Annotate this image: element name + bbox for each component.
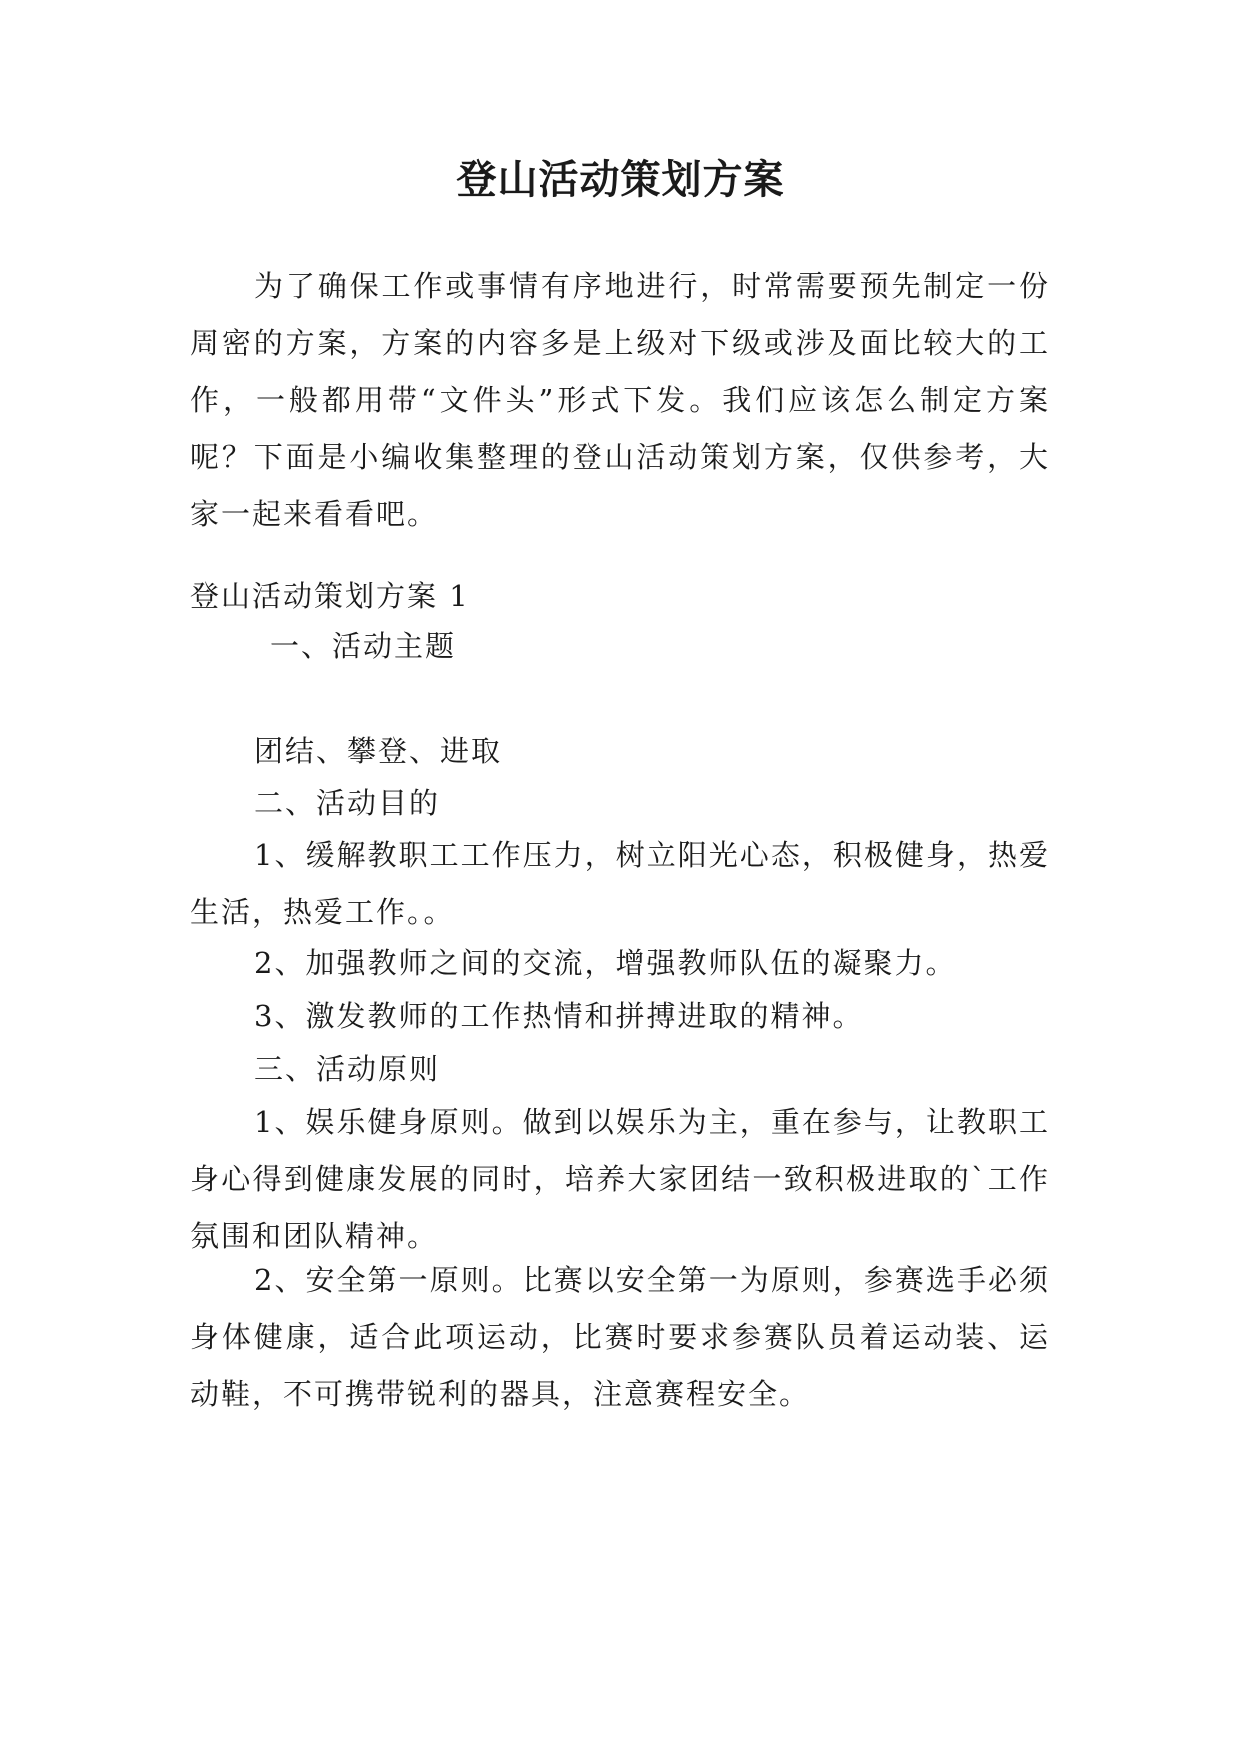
- intro-paragraph: 为了确保工作或事情有序地进行，时常需要预先制定一份周密的方案，方案的内容多是上级对下级或涉及面比较大的工作，一般都用带“文件头”形式下发。我们应该怎么制定方案呢？下面是小编收集整理的登山活动策划方案，仅供参考，大家一起来看看吧。: [190, 269, 1050, 531]
- document-title: 登山活动策划方案: [456, 156, 785, 203]
- purpose-item-1: 1、缓解教职工工作压力，树立阳光心态，积极健身，热爱生活，热爱工作。。: [190, 838, 1050, 929]
- purpose-item-2: 2、加强教师之间的交流，增强教师队伍的凝聚力。: [254, 946, 957, 980]
- heading-activity-theme: 一、活动主题: [270, 629, 457, 663]
- principle-item-1: 1、娱乐健身原则。做到以娱乐为主，重在参与，让教职工身心得到健康发展的同时，培养大家团结一致积极进取的`工作氛围和团队精神。: [190, 1105, 1050, 1253]
- heading-activity-principles: 三、活动原则: [254, 1052, 441, 1086]
- principle-item-2: 2、安全第一原则。比赛以安全第一为原则，参赛选手必须身体健康，适合此项运动，比赛时要求参赛队员着运动装、运动鞋，不可携带锐利的器具，注意赛程安全。: [190, 1263, 1050, 1411]
- section-title: 登山活动策划方案 1: [190, 579, 470, 613]
- heading-activity-purpose: 二、活动目的: [254, 786, 441, 820]
- theme-text: 团结、攀登、进取: [254, 734, 503, 768]
- purpose-item-3: 3、激发教师的工作热情和拼搏进取的精神。: [254, 999, 864, 1033]
